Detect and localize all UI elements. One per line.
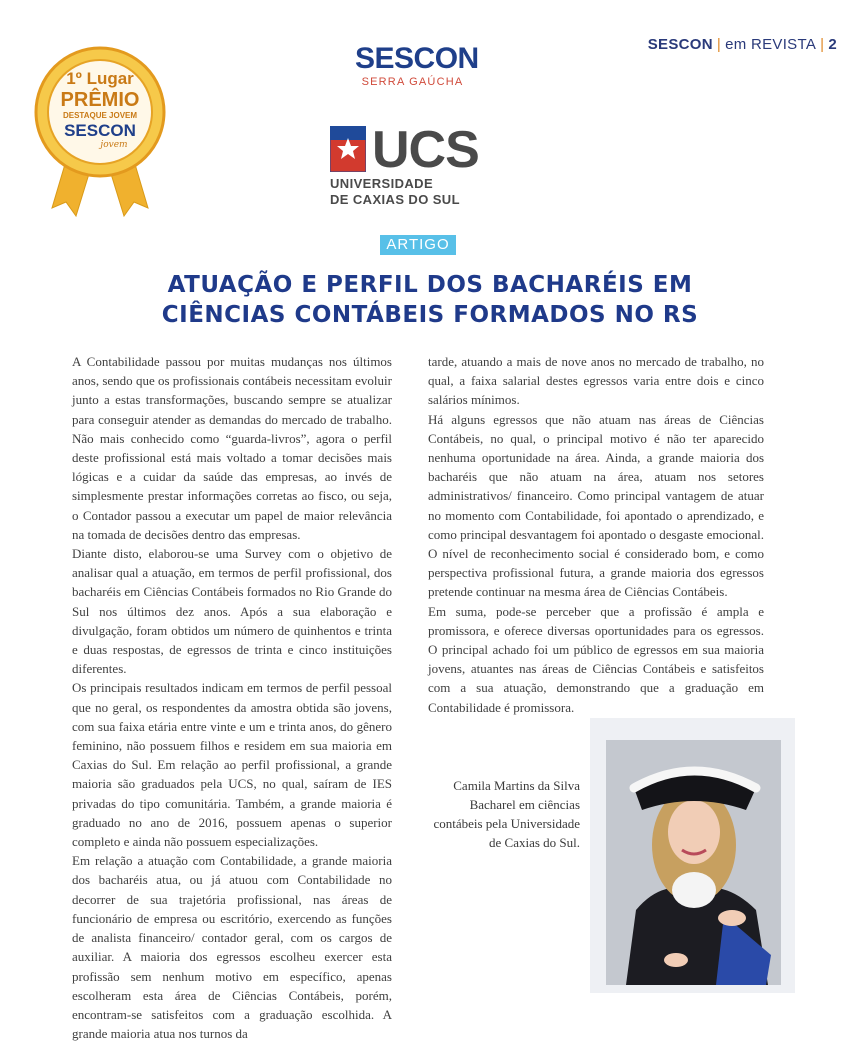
- award-medal-icon: [30, 44, 170, 224]
- author-line4: de Caxias do Sul.: [489, 835, 580, 850]
- medal-line3: DESTAQUE JOVEM: [62, 111, 138, 120]
- author-line3: contábeis pela Universidade: [433, 816, 580, 831]
- magazine-section: em REVISTA: [725, 36, 817, 53]
- sescon-logo-name: SESCON: [355, 42, 479, 75]
- ucs-logo-name: UCS: [372, 121, 479, 179]
- author-photo: [606, 740, 781, 985]
- ucs-logo-line1: UNIVERSIDADE: [330, 176, 434, 191]
- header-separator: |: [716, 36, 722, 53]
- page-number: 2: [828, 36, 837, 53]
- sescon-logo-subtitle: SERRA GAÚCHA: [361, 76, 464, 88]
- author-caption: [430, 776, 580, 852]
- author-line2: Bacharel em ciências: [469, 797, 580, 812]
- ucs-flag-icon: [330, 126, 366, 172]
- ucs-logo: [330, 121, 482, 208]
- medal-line5: jovem: [100, 140, 128, 150]
- medal-line4: SESCON: [64, 121, 136, 140]
- paragraph: Em suma, pode-se perceber que a profissão é ampla e promissora, e oferece diversas oportunidades para os egressos. O principal achado foi um público de egressos em sua maioria jovens, atuantes nas áreas de Ciências Contábeis e satisfeitos com a sua atuação, demonstrando que a graduação em Contabilidade é promissora.: [428, 603, 764, 715]
- section-tag: ARTIGO: [380, 235, 456, 255]
- graduate-portrait-icon: [606, 740, 781, 985]
- article-title-line1: ATUAÇÃO E PERFIL DOS BACHARÉIS EM: [167, 272, 693, 298]
- medal-line1: 1º Lugar: [66, 69, 134, 88]
- page-header: [648, 36, 837, 53]
- article-column-right: [428, 352, 764, 717]
- paragraph: Os principais resultados indicam em termos de perfil pessoal que no geral, os respondentes da amostra obtida são jovens, com sua faixa etária entre vinte e um e trinta anos, do gênero feminino, não possuem filhos e residem em sua maioria em Caxias do Sul. Em relação ao perfil profissional, a grande maioria são graduados pela UCS, no qual, saíram de IES privadas do tipo comunitária. Também, a grande maioria é graduado no ano de 2016, possuem apenas o superior completo e ainda não possuem especializações.: [72, 680, 392, 850]
- article-title-line2: CIÊNCIAS CONTÁBEIS FORMADOS NO RS: [161, 302, 699, 328]
- ucs-logo-line2: DE CAXIAS DO SUL: [330, 192, 460, 207]
- paragraph: tarde, atuando a mais de nove anos no mercado de trabalho, no qual, a faixa salarial destes egressos varia entre dois e cinco salários mínimos.: [428, 354, 764, 408]
- sescon-logo: [355, 42, 479, 88]
- author-name: Camila Martins da Silva: [453, 778, 580, 793]
- paragraph: Há alguns egressos que não atuam nas áreas de Ciências Contábeis, no qual, o principal motivo é não ter aparecido nenhuma oportunidade na área. Ainda, a grande maioria dos bacharéis que não atuam na área, atuam nos setores administrativos/ financeiro. Como principal vantagem de atuar no momento com Contabilidade, foi apontado o aprendizado, e como principal desvantagem foi apontado o desgaste emocional. O nível de reconhecimento social é considerado bom, e como perspectiva profissional futura, a grande maioria dos egressos pretende continuar na mesma área de Ciências Contábeis.: [428, 411, 764, 600]
- paragraph: Em relação a atuação com Contabilidade, a grande maioria dos bacharéis atua, ou já atuou com Contabilidade no decorrer de sua trajetória profissional, nas áreas de funcionário de empresa ou escritório, exercendo as funções de analista financeiro/ contador geral, com os cargos de auxiliar. A maioria dos egressos escolheu exercer esta profissão sem nenhum motivo em específico, apenas escolheram esta área de Ciências Contábeis, porém, encontram-se satisfeitos com a graduação escolhida. A grande maioria atua nos turnos da: [72, 853, 392, 1042]
- paragraph: A Contabilidade passou por muitas mudanças nos últimos anos, sendo que os profissionais contábeis necessitam evoluir junto a estas transformações, buscando sempre se atualizar para conseguir atender as demandas do mercado de trabalho. Não mais conhecido como “guarda-livros”, agora o perfil deste profissional está mais voltado a tomar decisões mais lógicas e a cuidar da saúde das empresas, ao invés de simplesmente prestar informações corretas ao fisco, ou seja, o Contador passou a executar um papel de maior relevância na tomada de decisões dentro das empresas.: [72, 354, 392, 542]
- medal-line2: PRÊMIO: [60, 89, 140, 111]
- magazine-brand: SESCON: [647, 36, 713, 53]
- article-column-left: [72, 352, 392, 1043]
- paragraph: Diante disto, elaborou-se uma Survey com o objetivo de analisar qual a atuação, em termos de perfil profissional, dos bacharéis em Ciências Contábeis formados no Rio Grande do Sul nos últimos dez anos. Após a sua elaboração e divulgação, foram obtidos um número de quinhentos e trinta e duas respostas, de egressos de trinta e cinco instituições diferentes.: [72, 546, 392, 677]
- header-separator-2: |: [820, 36, 825, 53]
- article-title: [80, 270, 780, 330]
